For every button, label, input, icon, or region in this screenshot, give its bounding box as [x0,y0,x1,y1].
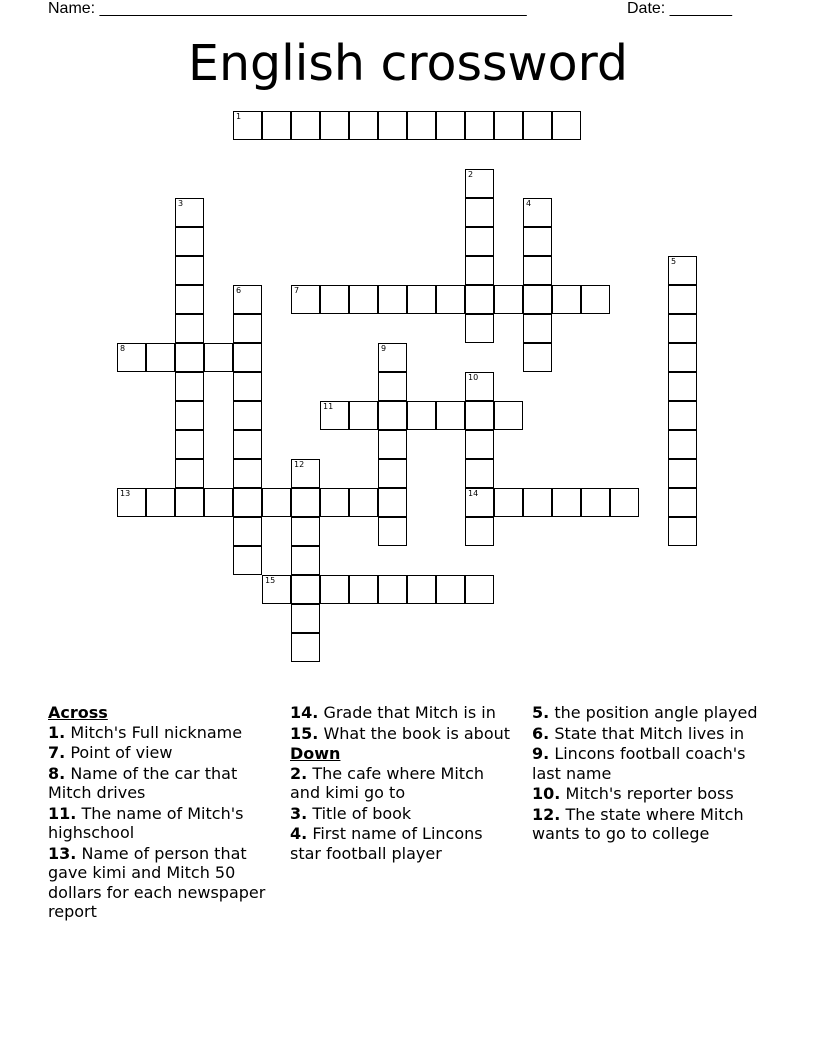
grid-cell[interactable] [291,633,320,662]
grid-cell[interactable] [378,111,407,140]
cell-number: 12 [294,460,305,469]
clue-number: 14. [290,703,319,722]
grid-cell[interactable] [581,488,610,517]
clue-number: 5. [532,703,550,722]
clue-number: 4. [290,824,308,843]
grid-cell[interactable] [668,372,697,401]
grid-cell[interactable] [465,314,494,343]
grid-cell[interactable] [175,372,204,401]
grid-cell[interactable] [610,488,639,517]
grid-cell[interactable] [668,430,697,459]
grid-cell[interactable] [349,488,378,517]
grid-cell[interactable] [378,343,407,372]
grid-cell[interactable] [668,401,697,430]
clue-down-3 [290,804,516,824]
page-title: English crossword [188,35,628,92]
grid-cell[interactable] [465,198,494,227]
clue-text: Lincons football coach's last name [532,744,746,783]
grid-cell[interactable] [175,227,204,256]
clue-number: 13. [48,843,77,863]
grid-cell[interactable] [465,372,494,401]
cell-number: 4 [526,199,532,208]
grid-cell[interactable] [175,343,204,372]
grid-cell[interactable] [349,285,378,314]
grid-cell[interactable] [262,111,291,140]
grid-cell[interactable] [407,575,436,604]
clue-across-14 [290,703,516,723]
grid-cell[interactable] [436,111,465,140]
grid-cell[interactable] [378,285,407,314]
grid-cell[interactable] [349,111,378,140]
grid-cell[interactable] [494,285,523,314]
grid-cell[interactable] [233,111,262,140]
grid-cell[interactable] [175,256,204,285]
grid-cell[interactable] [436,575,465,604]
grid-cell[interactable] [523,488,552,517]
clue-down-10 [532,784,762,804]
cell-number: 2 [468,170,474,179]
grid-cell[interactable] [233,343,262,372]
grid-cell[interactable] [436,285,465,314]
grid-cell[interactable] [465,488,494,517]
clue-text: State that Mitch lives in [554,723,745,743]
clue-text: What the book is about [323,723,511,743]
grid-cell[interactable] [523,314,552,343]
grid-cell[interactable] [494,401,523,430]
grid-cell[interactable] [349,575,378,604]
grid-cell[interactable] [465,517,494,546]
grid-cell[interactable] [117,343,146,372]
clue-across-8 [48,764,274,803]
clue-number: 15. [290,723,319,743]
grid-cell[interactable] [175,488,204,517]
grid-cell[interactable] [233,430,262,459]
cell-number: 5 [671,257,677,266]
grid-cell[interactable] [175,459,204,488]
clue-across-11 [48,804,274,843]
grid-cell[interactable] [668,285,697,314]
grid-cell[interactable] [320,575,349,604]
grid-cell[interactable] [465,111,494,140]
grid-cell[interactable] [291,285,320,314]
grid-cell[interactable] [291,488,320,517]
cell-number: 14 [468,489,479,498]
clue-number: 3. [290,803,308,823]
grid-cell[interactable] [291,111,320,140]
clue-down-9 [532,744,762,783]
clue-number: 12. [532,804,561,824]
grid-cell[interactable] [407,285,436,314]
grid-cell[interactable] [668,256,697,285]
cell-number: 1 [236,112,242,121]
grid-cell[interactable] [204,488,233,517]
clue-number: 7. [48,743,66,762]
grid-cell[interactable] [523,227,552,256]
grid-cell[interactable] [378,459,407,488]
grid-cell[interactable] [320,401,349,430]
name-field-label: Name: ________________________________________________ [48,0,527,17]
clue-number: 1. [48,722,66,742]
cell-number: 10 [468,373,479,382]
clue-column-3 [532,703,762,845]
grid-cell[interactable] [523,111,552,140]
grid-cell[interactable] [320,111,349,140]
grid-cell[interactable] [523,343,552,372]
clue-down-2 [290,764,516,803]
clue-text: The state where Mitch wants to go to college [532,804,744,843]
grid-cell[interactable] [465,401,494,430]
grid-cell[interactable] [117,488,146,517]
grid-cell[interactable] [494,111,523,140]
grid-cell[interactable] [552,488,581,517]
grid-cell[interactable] [320,285,349,314]
grid-cell[interactable] [523,256,552,285]
cell-number: 8 [120,344,126,353]
grid-cell[interactable] [146,488,175,517]
across-heading: Across [48,703,108,722]
grid-cell[interactable] [378,430,407,459]
clue-text: Mitch's Full nickname [70,722,243,742]
clue-number: 9. [532,744,550,763]
clue-column-1 [48,703,274,923]
grid-cell[interactable] [465,256,494,285]
grid-cell[interactable] [407,401,436,430]
clue-down-6 [532,724,762,744]
grid-cell[interactable] [465,459,494,488]
clue-text: Mitch's reporter boss [565,784,734,803]
clue-down-4 [290,824,516,863]
grid-cell[interactable] [378,488,407,517]
grid-cell[interactable] [465,285,494,314]
grid-cell[interactable] [233,459,262,488]
grid-cell[interactable] [233,285,262,314]
clue-number: 10. [532,784,561,803]
grid-cell[interactable] [465,430,494,459]
cell-number: 11 [323,402,334,411]
clue-across-15 [290,724,516,744]
grid-cell[interactable] [668,343,697,372]
grid-cell[interactable] [465,575,494,604]
cell-number: 13 [120,489,131,498]
grid-cell[interactable] [175,401,204,430]
grid-cell[interactable] [523,198,552,227]
grid-cell[interactable] [407,111,436,140]
clue-across-1 [48,723,274,743]
grid-cell[interactable] [465,227,494,256]
grid-cell[interactable] [668,488,697,517]
grid-cell[interactable] [262,575,291,604]
grid-cell[interactable] [291,604,320,633]
clue-down-12 [532,805,762,844]
clue-number: 2. [290,763,308,783]
grid-cell[interactable] [175,198,204,227]
grid-cell[interactable] [233,314,262,343]
clue-text: First name of Lincons star football player [290,824,483,863]
grid-cell[interactable] [291,459,320,488]
grid-cell[interactable] [581,285,610,314]
clue-text: Point of view [70,743,173,762]
grid-cell[interactable] [175,285,204,314]
clue-across-13 [48,844,274,922]
clue-column-2 [290,703,516,864]
grid-cell[interactable] [320,488,349,517]
grid-cell[interactable] [233,488,262,517]
grid-cell[interactable] [291,546,320,575]
grid-cell[interactable] [262,488,291,517]
clue-text: Name of the car that Mitch drives [48,763,238,802]
cell-number: 3 [178,199,184,208]
grid-cell[interactable] [175,430,204,459]
grid-cell[interactable] [349,401,378,430]
clue-text: The cafe where Mitch and kimi go to [290,763,485,802]
clue-text: The name of Mitch's highschool [48,803,244,842]
cell-number: 15 [265,576,276,585]
clue-across-7 [48,743,274,763]
clue-number: 8. [48,763,66,783]
clue-number: 6. [532,723,550,743]
grid-cell[interactable] [291,517,320,546]
grid-cell[interactable] [378,517,407,546]
cell-number: 7 [294,286,300,295]
date-field-label: Date: _______ [627,0,732,17]
grid-cell[interactable] [378,372,407,401]
clue-number: 11. [48,803,77,823]
clue-text: Title of book [312,803,412,823]
grid-cell[interactable] [233,517,262,546]
clue-down-5 [532,703,762,723]
cell-number: 6 [236,286,242,295]
clue-text: Name of person that gave kimi and Mitch 50 dollars for each newspaper report [48,843,266,921]
down-heading: Down [290,744,341,763]
grid-cell[interactable] [291,575,320,604]
clue-text: the position angle played [554,703,758,722]
clue-text: Grade that Mitch is in [323,703,496,722]
grid-cell[interactable] [668,459,697,488]
cell-number: 9 [381,344,387,353]
grid-cell[interactable] [175,314,204,343]
grid-cell[interactable] [552,285,581,314]
grid-cell[interactable] [523,285,552,314]
grid-cell[interactable] [436,401,465,430]
grid-cell[interactable] [233,401,262,430]
grid-cell[interactable] [465,169,494,198]
grid-cell[interactable] [378,401,407,430]
grid-cell[interactable] [494,488,523,517]
grid-cell[interactable] [552,111,581,140]
grid-cell[interactable] [204,343,233,372]
grid-cell[interactable] [668,314,697,343]
grid-cell[interactable] [233,546,262,575]
grid-cell[interactable] [146,343,175,372]
grid-cell[interactable] [378,575,407,604]
grid-cell[interactable] [233,372,262,401]
grid-cell[interactable] [668,517,697,546]
